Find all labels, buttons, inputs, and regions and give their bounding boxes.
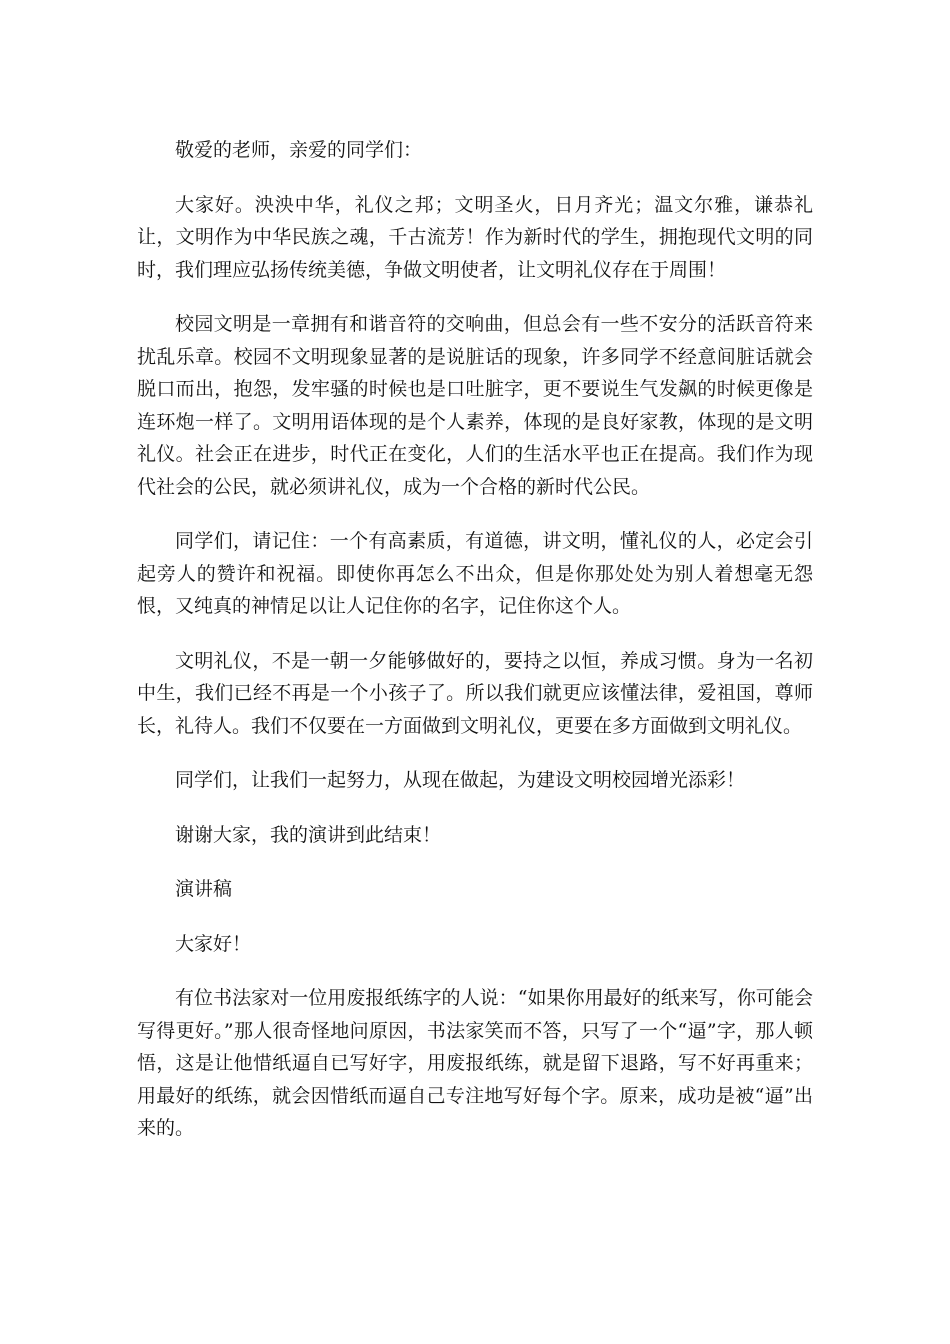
salutation: 敬爱的老师，亲爱的同学们：	[175, 139, 423, 161]
paragraph-hello: 大家好！	[175, 932, 252, 955]
paragraph-greeting: 大家好。泱泱中华，礼仪之邦；文明圣火，日月齐光；温文尔雅，谦恭礼让，文明作为中华民族之魂，千古流芳！作为新时代的学生，拥抱现代文明的同时，我们理应弘扬传统美德，争做文明使者，让文明礼仪存在于周围！	[137, 193, 813, 281]
paragraph-persistence: 文明礼仪，不是一朝一夕能够做好的，要持之以恒，养成习惯。身为一名初中生，我们已经不再是一个小孩子了。所以我们就更应该懂法律，爱祖国，尊师长，礼待人。我们不仅要在一方面做到文明礼仪，更要在多方面做到文明礼仪。	[137, 649, 813, 737]
paragraph-calligrapher: 有位书法家对一位用废报纸练字的人说：“如果你用最好的纸来写，你可能会写得更好。”那人很奇怪地问原因，书法家笑而不答，只写了一个“逼”字，那人顿悟，这是让他惜纸逼自已写好字，用废报纸练，就是留下退路，写不好再重来；用最好的纸练，就会因惜纸而逼自己专注地写好每个字。原来，成功是被“逼”出来的。	[137, 987, 813, 1139]
section-title: 演讲稿	[175, 878, 233, 900]
document-body	[137, 134, 813, 1167]
paragraph-call-to-action: 同学们，让我们一起努力，从现在做起，为建设文明校园增光添彩！	[175, 769, 746, 791]
paragraph-campus-civility: 校园文明是一章拥有和谐音符的交响曲，但总会有一些不安分的活跃音符来扰乱乐章。校园不文明现象显著的是说脏话的现象，许多同学不经意间脏话就会脱口而出，抱怨，发牢骚的时候也是口吐脏字，更不要说生气发飙的时候更像是连环炮一样了。文明用语体现的是个人素养，体现的是良好家教，体现的是文明礼仪。社会正在进步，时代正在变化，人们的生活水平也正在提高。我们作为现代社会的公民，就必须讲礼仪，成为一个合格的新时代公民。	[137, 313, 813, 498]
paragraph-remember: 同学们，请记住：一个有高素质，有道德，讲文明，懂礼仪的人，必定会引起旁人的赞许和祝福。即使你再怎么不出众，但是你那处处为别人着想毫无怨恨，又纯真的神情足以让人记住你的名字，记住你这个人。	[137, 530, 813, 617]
paragraph-closing: 谢谢大家，我的演讲到此结束！	[175, 823, 442, 846]
